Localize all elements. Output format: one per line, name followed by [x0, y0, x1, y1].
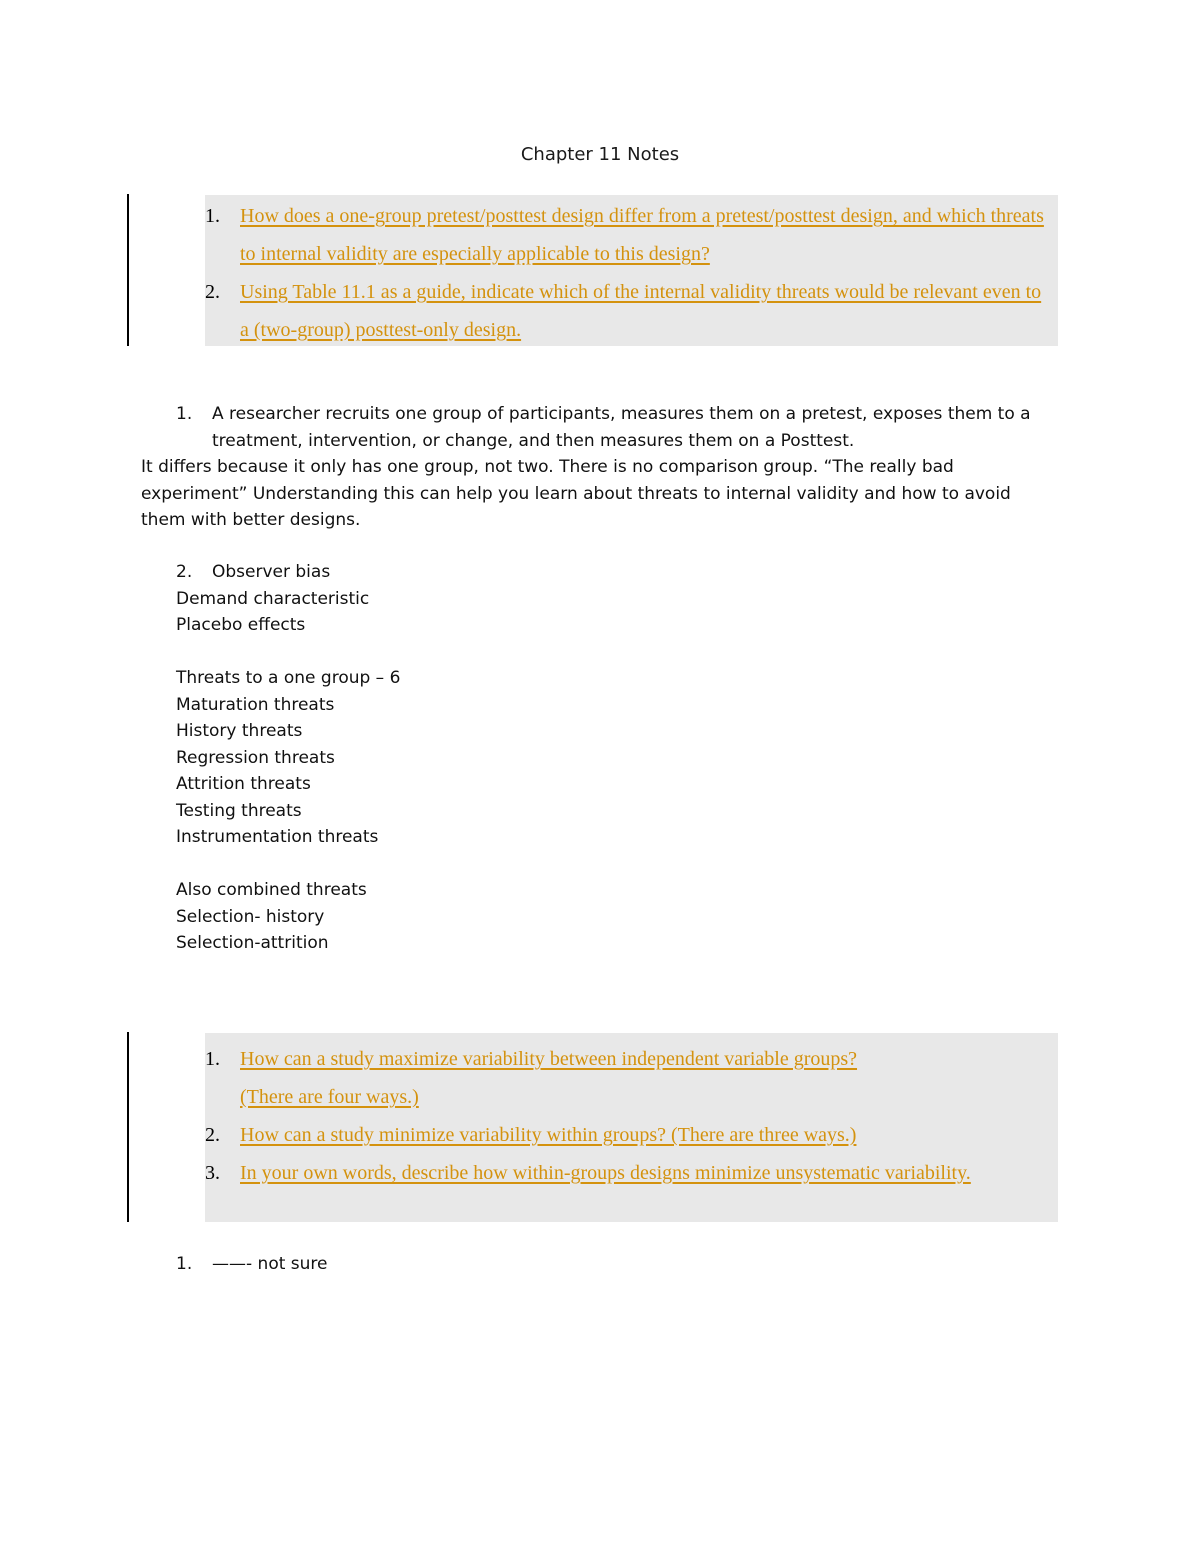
revision-bar	[127, 1032, 129, 1222]
answer-number: 1.	[176, 404, 193, 424]
question-block-1	[205, 195, 1058, 346]
answer-text: Observer bias	[212, 562, 331, 582]
threats-heading: Threats to a one group – 6	[176, 668, 401, 688]
question-item	[205, 1154, 1058, 1192]
question-number: 3.	[205, 1162, 220, 1184]
question-number: 2.	[205, 281, 220, 303]
list-item: Instrumentation threats	[176, 827, 379, 847]
list-item: Selection- history	[176, 906, 325, 927]
question-number: 1.	[205, 1048, 220, 1070]
list-item: Selection-attrition	[176, 933, 329, 953]
answer-item	[176, 401, 1056, 454]
question-block-2	[205, 1033, 1058, 1222]
question-item	[205, 273, 1058, 349]
question-item	[205, 1116, 1058, 1154]
answer-text: A researcher recruits one group of participants, measures them on a pretest, exposes them to a treatment, intervention, or change, and then measures them on a Posttest.	[212, 404, 1031, 451]
answer-text: ——- not sure	[212, 1254, 328, 1274]
list-item: Maturation threats	[176, 694, 335, 715]
question-item	[205, 1040, 1058, 1116]
question-text: How can a study minimize variability within groups? (There are three ways.)	[240, 1124, 857, 1146]
answer-number: 2.	[176, 562, 193, 582]
question-text: How does a one-group pretest/posttest design differ from a pretest/posttest design, and which threats to internal validity are especially applicable to this design?	[240, 205, 1044, 265]
list-item: Regression threats	[176, 747, 335, 768]
answer-2	[176, 559, 776, 957]
list-item: Attrition threats	[176, 774, 311, 794]
question-number: 1.	[205, 205, 220, 227]
answer-1-paragraph: It differs because it only has one group, not two. There is no comparison group. “The really bad experiment” Understanding this can help you learn about threats to internal validity and how to avoid them with better designs.	[141, 457, 1011, 530]
question-text: Using Table 11.1 as a guide, indicate which of the internal validity threats would be relevant even to a (two-group) posttest-only design.	[240, 281, 1042, 341]
answer-1	[176, 401, 1056, 454]
answer-item	[176, 559, 776, 586]
answer-3	[176, 1251, 776, 1278]
list-item: History threats	[176, 721, 303, 741]
question-text: (There are four ways.)	[240, 1086, 419, 1108]
question-text: How can a study maximize variability between independent variable groups?	[240, 1048, 858, 1070]
answer-item	[176, 1251, 776, 1278]
combined-heading: Also combined threats	[176, 880, 367, 900]
spacer	[176, 639, 776, 666]
answer-number: 1.	[176, 1254, 193, 1274]
list-item: Demand characteristic	[176, 588, 370, 609]
spacer	[176, 851, 776, 878]
question-text: In your own words, describe how within-groups designs minimize unsystematic variability.	[240, 1162, 971, 1184]
question-item	[205, 197, 1058, 273]
list-item: Placebo effects	[176, 615, 306, 635]
revision-bar	[127, 194, 129, 346]
list-item: Testing threats	[176, 800, 302, 821]
question-number: 2.	[205, 1124, 220, 1146]
page-title: Chapter 11 Notes	[520, 144, 680, 165]
